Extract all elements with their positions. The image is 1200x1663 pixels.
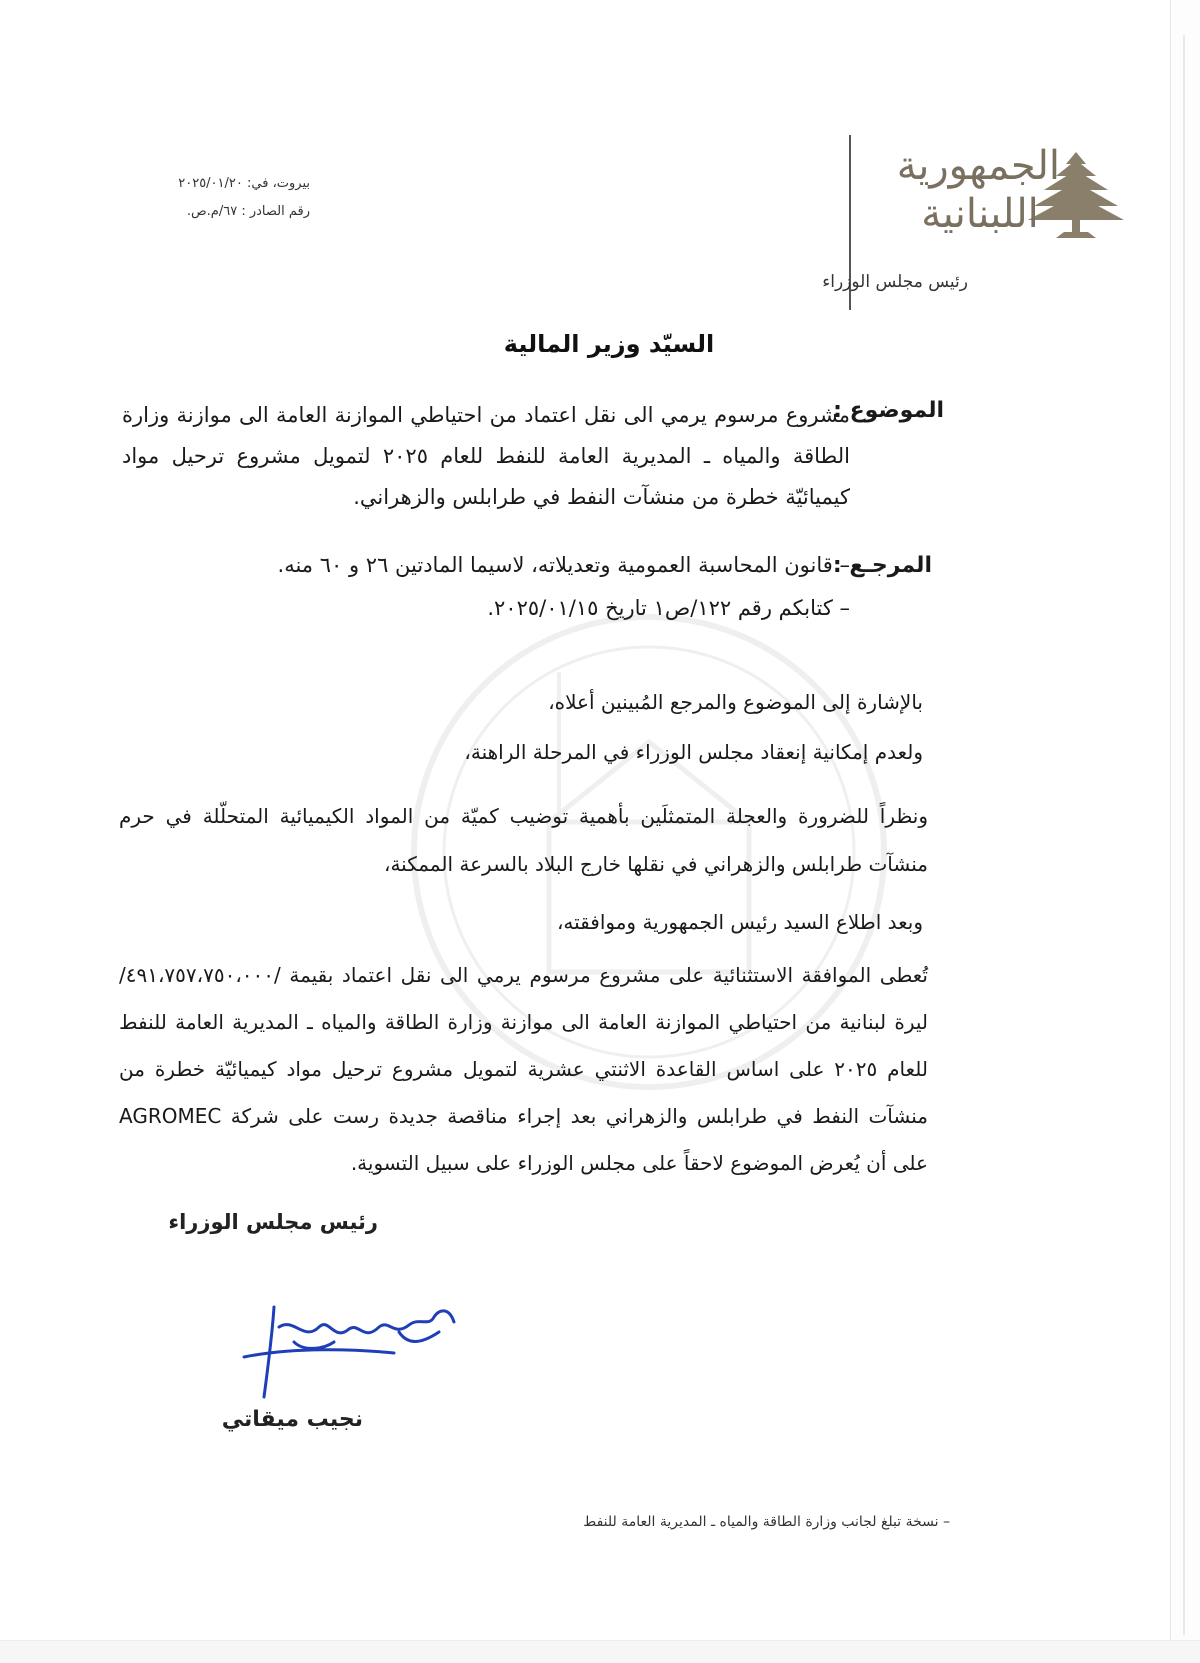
- reference-number: رقم الصادر : ٦٧/م.ص.: [186, 204, 310, 219]
- body-paragraph: ولعدم إمكانية إنعقاد مجلس الوزراء في المرحلة الراهنة،: [464, 740, 923, 764]
- reference-label: المرجـع :: [832, 553, 932, 578]
- signatory-title: رئيس مجلس الوزراء: [168, 1210, 378, 1234]
- signatory-name: نجيب ميقاتي: [221, 1407, 363, 1432]
- addressee: السيّد وزير المالية: [503, 330, 715, 358]
- subject-text: مشروع مرسوم يرمي الى نقل اعتماد من احتياطي الموازنة العامة الى موازنة وزارة الطاقة والمياه ـ المديرية العامة للنفط للعام ٢٠٢٥ لتمويل مشروع ترحيل مواد كيميائيّة خطرة من منشآت النفط في طرابلس والزهراني.: [122, 403, 850, 509]
- place-date: بيروت، في: ٢٠٢٥/٠١/٢٠: [178, 176, 310, 191]
- body-paragraph: ونظراً للضرورة والعجلة المتمثلَين بأهمية توضيب كميّة من المواد الكيميائية المتحلّلة في حرم منشآت طرابلس والزهراني في نقلها خارج البلاد بالسرعة الممكنة،: [119, 804, 928, 876]
- copy-note: – نسخة تبلغ لجانب وزارة الطاقة والمياه ـ المديرية العامة للنفط: [583, 1514, 950, 1530]
- body-paragraph: بالإشارة إلى الموضوع والمرجع المُبينين أعلاه،: [548, 690, 923, 714]
- reference-item: – كتابكم رقم ١٢٢/ص١ تاريخ ٢٠٢٥/٠١/١٥.: [487, 596, 850, 620]
- letter-meta: [122, 170, 310, 226]
- document-page: [4, 2, 1168, 1638]
- body-paragraph: تُعطى الموافقة الاستثنائية على مشروع مرسوم يرمي الى نقل اعتماد بقيمة /٤٩١،٧٥٧،٧٥٠،٠٠٠/ ليرة لبنانية من احتياطي الموازنة العامة الى موازنة وزارة الطاقة والمياه ـ المديرية العامة للنفط للعام ٢٠٢٥ على اساس القاعدة الاثنتي عشرية لتمويل مشروع ترحيل مواد كيميائيّة خطرة من منشآت النفط في طرابلس والزهراني بعد إجراء مناقصة جديدة رست على شركة AGROMEC على أن يُعرض الموضوع لاحقاً على مجلس الوزراء على سبيل التسوية.: [119, 963, 929, 1175]
- reference-item: – قانون المحاسبة العمومية وتعديلاته، لاسيما المادتين ٢٦ و ٦٠ منه.: [277, 553, 850, 577]
- office-title: رئيس مجلس الوزراء: [822, 272, 968, 292]
- republic-title: الجمهورية اللبنانية: [896, 143, 1060, 237]
- handwritten-signature: [234, 1287, 474, 1407]
- body-paragraph: وبعد اطلاع السيد رئيس الجمهورية وموافقته،: [556, 910, 923, 934]
- window-frame-right: [1170, 0, 1200, 1662]
- window-frame-bottom: [0, 1640, 1200, 1663]
- subject-label: الموضوع :: [833, 398, 944, 423]
